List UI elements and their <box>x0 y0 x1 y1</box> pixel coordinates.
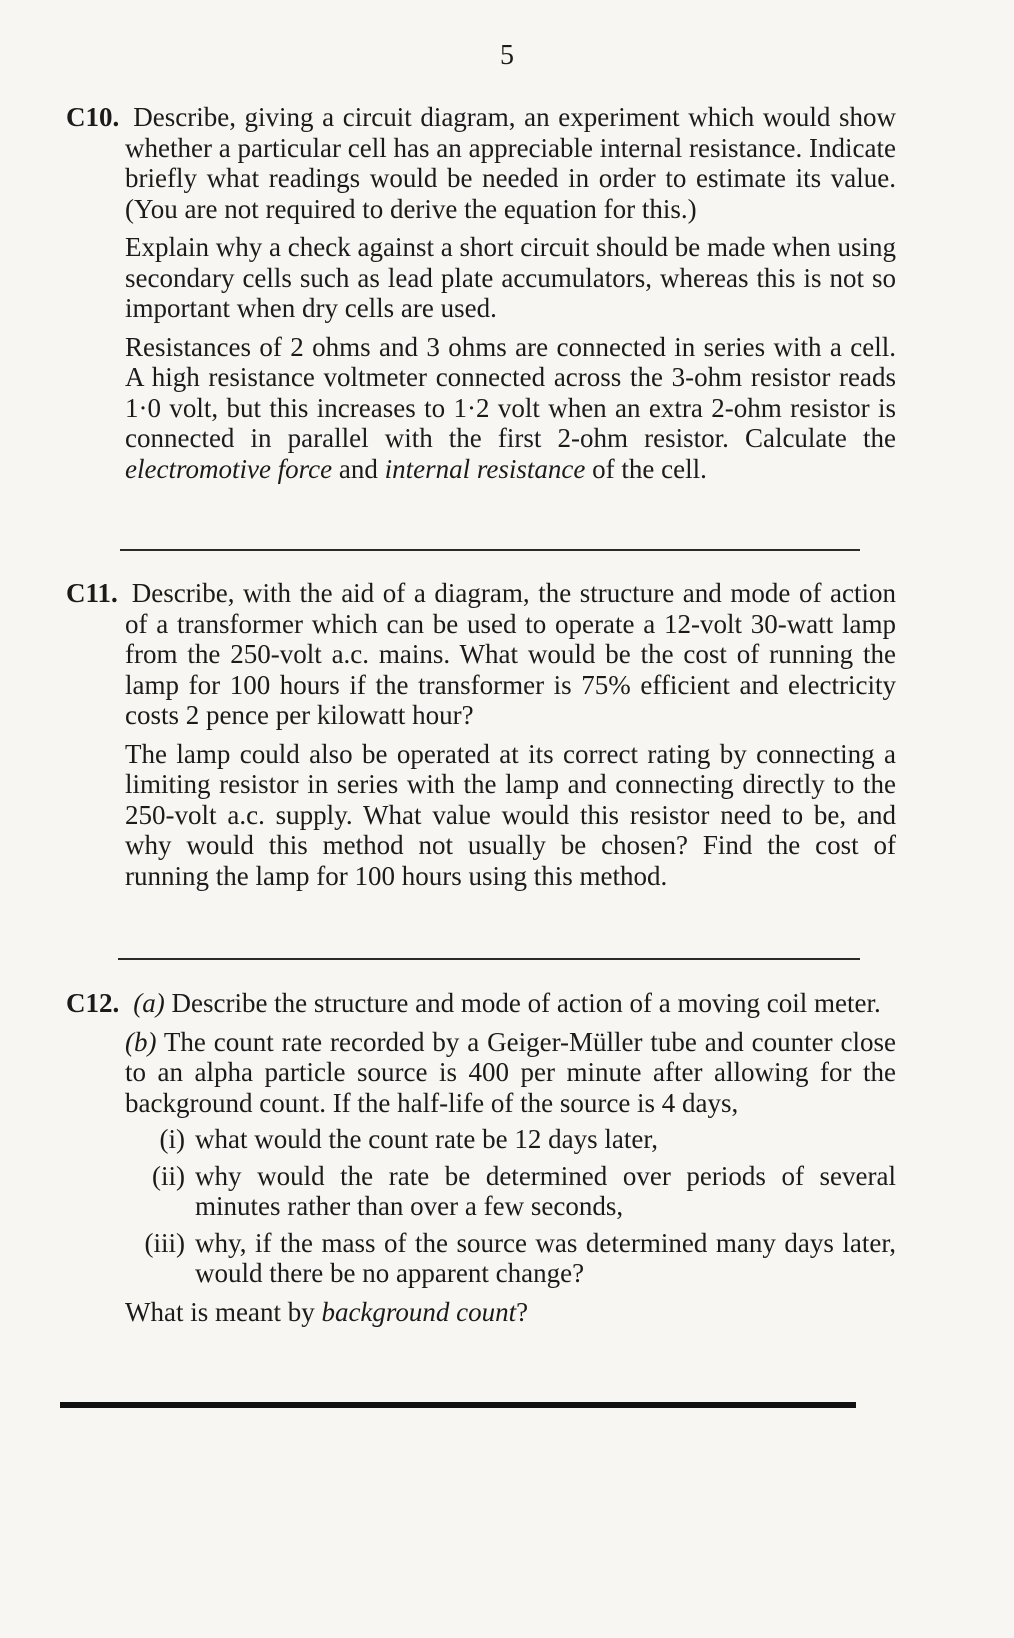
question-c12-part-a <box>66 988 896 1019</box>
question-text: Describe, with the aid of a diagram, the structure and mode of action of a transformer which can be used to operate a 12-volt 30-watt lamp from the 250-volt a.c. mains. What would be the cost of running the lamp for 100 hours if the transformer is 75% efficient and electricity costs 2 pence per kilowatt hour? <box>125 578 896 730</box>
end-rule <box>60 1402 856 1408</box>
question-c10-intro <box>66 102 896 224</box>
question-c11 <box>66 578 896 891</box>
item-text: what would the count rate be 12 days later, <box>195 1124 659 1154</box>
question-c11-intro <box>66 578 896 731</box>
part-label: (a) <box>133 988 165 1018</box>
question-number: C12. <box>66 988 120 1018</box>
paragraph-text: and <box>338 453 378 484</box>
item-label: (ii) <box>152 1160 185 1191</box>
section-divider <box>120 549 860 551</box>
item-text: why would the rate be determined over periods of several minutes rather than over a few seconds, <box>195 1160 896 1221</box>
paragraph-text: What is meant by <box>125 1296 315 1327</box>
question-text: Describe the structure and mode of action of a moving coil meter. <box>171 988 881 1018</box>
item-label: (i) <box>159 1124 185 1154</box>
paragraph-text: ? <box>516 1296 529 1327</box>
paragraph-text: of the cell. <box>592 453 707 484</box>
question-text: Describe, giving a circuit diagram, an experiment which would show whether a particular cell has an appreciable internal resistance. Indicate briefly what readings would be needed in order to estimate its value. (You are not required to derive the equation for this.) <box>125 102 896 224</box>
list-item <box>66 1228 896 1289</box>
part-label: (b) <box>125 1026 157 1057</box>
question-c10 <box>66 102 896 484</box>
paragraph-text: Resistances of 2 ohms and 3 ohms are connected in series with a cell. A high resistance voltmeter connected across the 3-ohm resistor reads 1·0 volt, but this increases to 1·2 volt when an extra 2-ohm resistor is connected in parallel with the first 2-ohm resistor. Calculate the <box>125 331 896 453</box>
question-number: C11. <box>66 578 118 608</box>
question-c10-paragraph-3 <box>66 332 896 485</box>
question-c12-part-b <box>66 1027 896 1119</box>
question-c11-paragraph-2: The lamp could also be operated at its correct rating by connecting a limiting resistor in series with the lamp and connecting directly to the 250-volt a.c. supply. What value would this resistor need to be, and why would this method not usually be chosen? Find the cost of running the lamp for 100 hours using this method. <box>125 738 896 891</box>
question-c10-paragraph-2: Explain why a check against a short circuit should be made when using secondary cells such as lead plate accumulators, whereas this is not so important when dry cells are used. <box>125 232 896 323</box>
item-label: (iii) <box>144 1227 185 1258</box>
emphasis-term: internal resistance <box>384 453 586 484</box>
list-item <box>66 1161 896 1222</box>
list-item <box>66 1124 896 1155</box>
question-c12-final <box>66 1297 896 1328</box>
emphasis-term: background count <box>321 1296 517 1327</box>
item-text: why, if the mass of the source was determined many days later, would there be no apparent change? <box>195 1227 896 1288</box>
section-divider <box>118 958 860 960</box>
question-text: The count rate recorded by a Geiger-Müller tube and counter close to an alpha particle source is 400 per minute after allowing for the background count. If the half-life of the source is 4 days, <box>125 1026 896 1118</box>
page-number: 5 <box>500 40 514 71</box>
question-c12 <box>66 988 896 1327</box>
emphasis-term: electromotive force <box>125 453 333 484</box>
question-number: C10. <box>66 102 120 132</box>
